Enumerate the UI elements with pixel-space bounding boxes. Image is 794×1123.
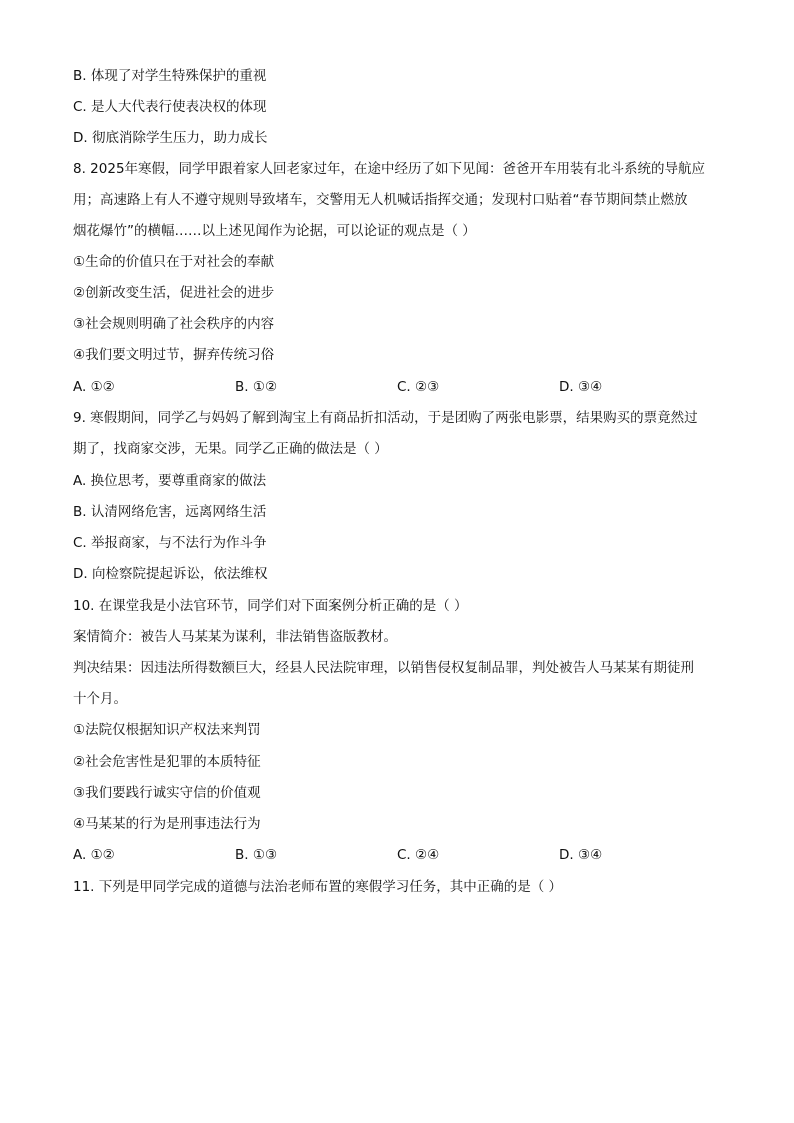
q9-stem-line-2: 期了，找商家交涉，无果。同学乙正确的做法是（ ） <box>73 441 388 457</box>
q9-option-a: A. 换位思考，要尊重商家的做法 <box>73 473 267 489</box>
q8-item-2: ②创新改变生活，促进社会的进步 <box>73 285 275 301</box>
q10-item-4: ④马某某的行为是刑事违法行为 <box>73 816 261 832</box>
q10-option-a: A. ①② <box>73 847 115 863</box>
q10-item-2: ②社会危害性是犯罪的本质特征 <box>73 754 261 770</box>
q8-item-4: ④我们要文明过节，摒弃传统习俗 <box>73 347 275 363</box>
q10-item-3: ③我们要践行诚实守信的价值观 <box>73 785 261 801</box>
q11-stem: 11. 下列是甲同学完成的道德与法治老师布置的寒假学习任务，其中正确的是（ ） <box>73 879 563 895</box>
q8-option-a: A. ①② <box>73 379 115 395</box>
q9-option-d: D. 向检察院提起诉讼，依法维权 <box>73 566 268 582</box>
q8-options <box>73 377 733 397</box>
q7-option-d: D. 彻底消除学生压力，助力成长 <box>73 130 268 146</box>
q10-option-b: B. ①③ <box>235 847 278 863</box>
q8-option-c: C. ②③ <box>397 379 440 395</box>
q7-option-b: B. 体现了对学生特殊保护的重视 <box>73 68 267 84</box>
q8-stem-line-3: 烟花爆竹”的横幅……以上述见闻作为论据，可以论证的观点是（ ） <box>73 223 476 239</box>
q8-stem-line-1: 8. 2025年寒假，同学甲跟着家人回老家过年，在途中经历了如下见闻：爸爸开车用装有北斗系统的导航应 <box>73 161 706 177</box>
q10-case: 案情简介：被告人马某某为谋利，非法销售盗版教材。 <box>73 629 397 645</box>
q10-option-c: C. ②④ <box>397 847 440 863</box>
q10-stem: 10. 在课堂我是小法官环节，同学们对下面案例分析正确的是（ ） <box>73 598 468 614</box>
q10-option-d: D. ③④ <box>559 847 603 863</box>
q9-option-c: C. 举报商家，与不法行为作斗争 <box>73 535 267 551</box>
q8-option-b: B. ①② <box>235 379 278 395</box>
q10-item-1: ①法院仅根据知识产权法来判罚 <box>73 722 261 738</box>
q9-stem-line-1: 9. 寒假期间，同学乙与妈妈了解到淘宝上有商品折扣活动，于是团购了两张电影票，结果购买的票竟然过 <box>73 410 698 426</box>
q10-options <box>73 845 733 865</box>
q7-option-c: C. 是人大代表行使表决权的体现 <box>73 99 267 115</box>
q8-option-d: D. ③④ <box>559 379 603 395</box>
q8-item-1: ①生命的价值只在于对社会的奉献 <box>73 254 275 270</box>
q8-item-3: ③社会规则明确了社会秩序的内容 <box>73 316 275 332</box>
q9-option-b: B. 认清网络危害，远离网络生活 <box>73 504 267 520</box>
q10-verdict-line-2: 十个月。 <box>73 691 127 707</box>
q10-verdict-line-1: 判决结果：因违法所得数额巨大，经县人民法院审理，以销售侵权复制品罪，判处被告人马某某有期徒刑 <box>73 660 694 676</box>
q8-stem-line-2: 用；高速路上有人不遵守规则导致堵车，交警用无人机喊话指挥交通；发现村口贴着“春节期间禁止燃放 <box>73 192 688 208</box>
